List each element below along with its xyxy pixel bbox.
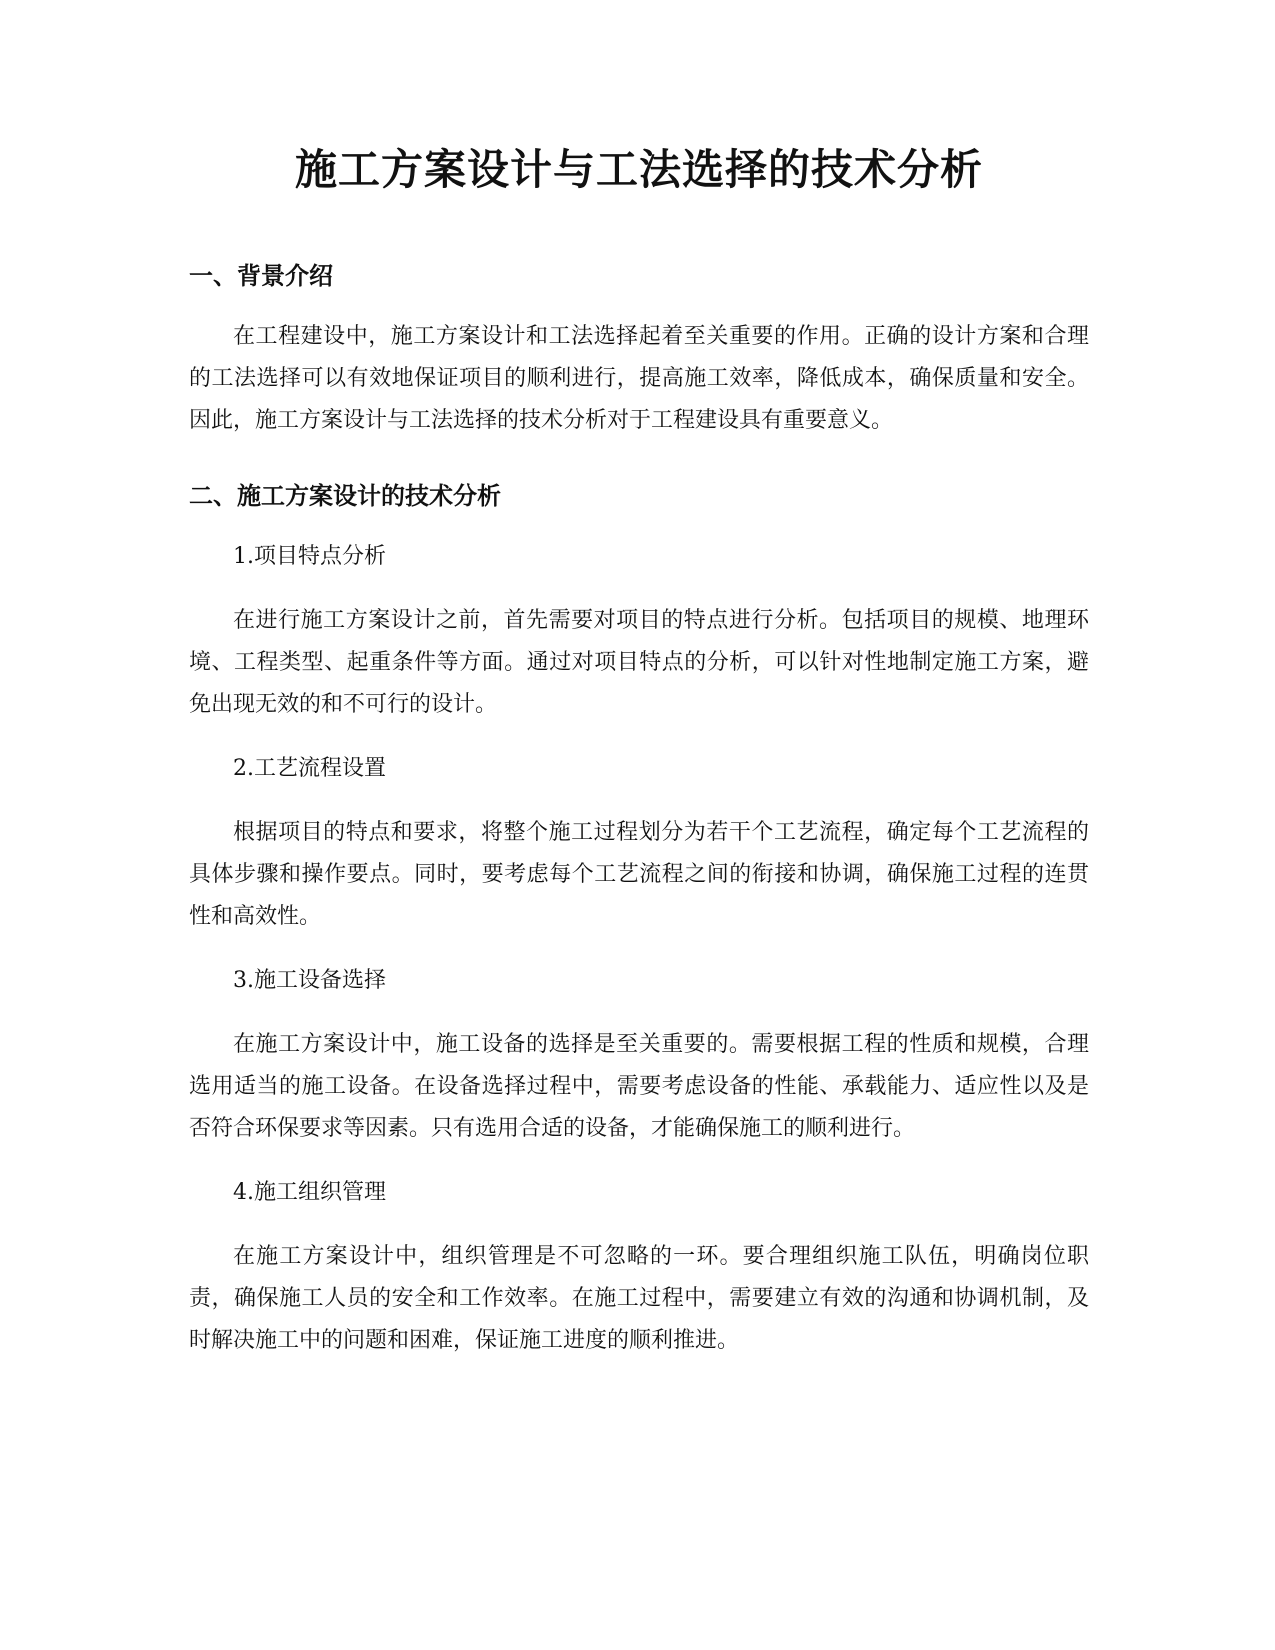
subsection-title-equipment-selection: 3.施工设备选择 xyxy=(233,968,386,993)
subsection-title-process-flow: 2.工艺流程设置 xyxy=(233,756,386,781)
document-title: 施工方案设计与工法选择的技术分析 xyxy=(294,145,983,194)
paragraph-process-flow: 根据项目的特点和要求，将整个施工过程划分为若干个工艺流程，确定每个工艺流程的具体步骤和操作要点。同时，要考虑每个工艺流程之间的衔接和协调，确保施工过程的连贯性和高效性。 xyxy=(189,820,1089,929)
section-heading-background: 一、背景介绍 xyxy=(189,262,333,290)
subsection-title-organization-management: 4.施工组织管理 xyxy=(233,1180,386,1205)
paragraph-background: 在工程建设中，施工方案设计和工法选择起着至关重要的作用。正确的设计方案和合理的工法选择可以有效地保证项目的顺利进行，提高施工效率，降低成本，确保质量和安全。因此，施工方案设计与工法选择的技术分析对于工程建设具有重要意义。 xyxy=(189,324,1089,433)
paragraph-equipment-selection: 在施工方案设计中，施工设备的选择是至关重要的。需要根据工程的性质和规模，合理选用适当的施工设备。在设备选择过程中，需要考虑设备的性能、承载能力、适应性以及是否符合环保要求等因素。只有选用合适的设备，才能确保施工的顺利进行。 xyxy=(189,1032,1089,1141)
subsection-title-project-features: 1.项目特点分析 xyxy=(233,544,386,569)
section-heading-design-analysis: 二、施工方案设计的技术分析 xyxy=(189,482,501,510)
paragraph-project-features: 在进行施工方案设计之前，首先需要对项目的特点进行分析。包括项目的规模、地理环境、工程类型、起重条件等方面。通过对项目特点的分析，可以针对性地制定施工方案，避免出现无效的和不可行的设计。 xyxy=(189,608,1089,717)
paragraph-organization-management: 在施工方案设计中，组织管理是不可忽略的一环。要合理组织施工队伍，明确岗位职责，确保施工人员的安全和工作效率。在施工过程中，需要建立有效的沟通和协调机制，及时解决施工中的问题和困难，保证施工进度的顺利推进。 xyxy=(189,1244,1089,1353)
document-body xyxy=(189,140,1089,1384)
